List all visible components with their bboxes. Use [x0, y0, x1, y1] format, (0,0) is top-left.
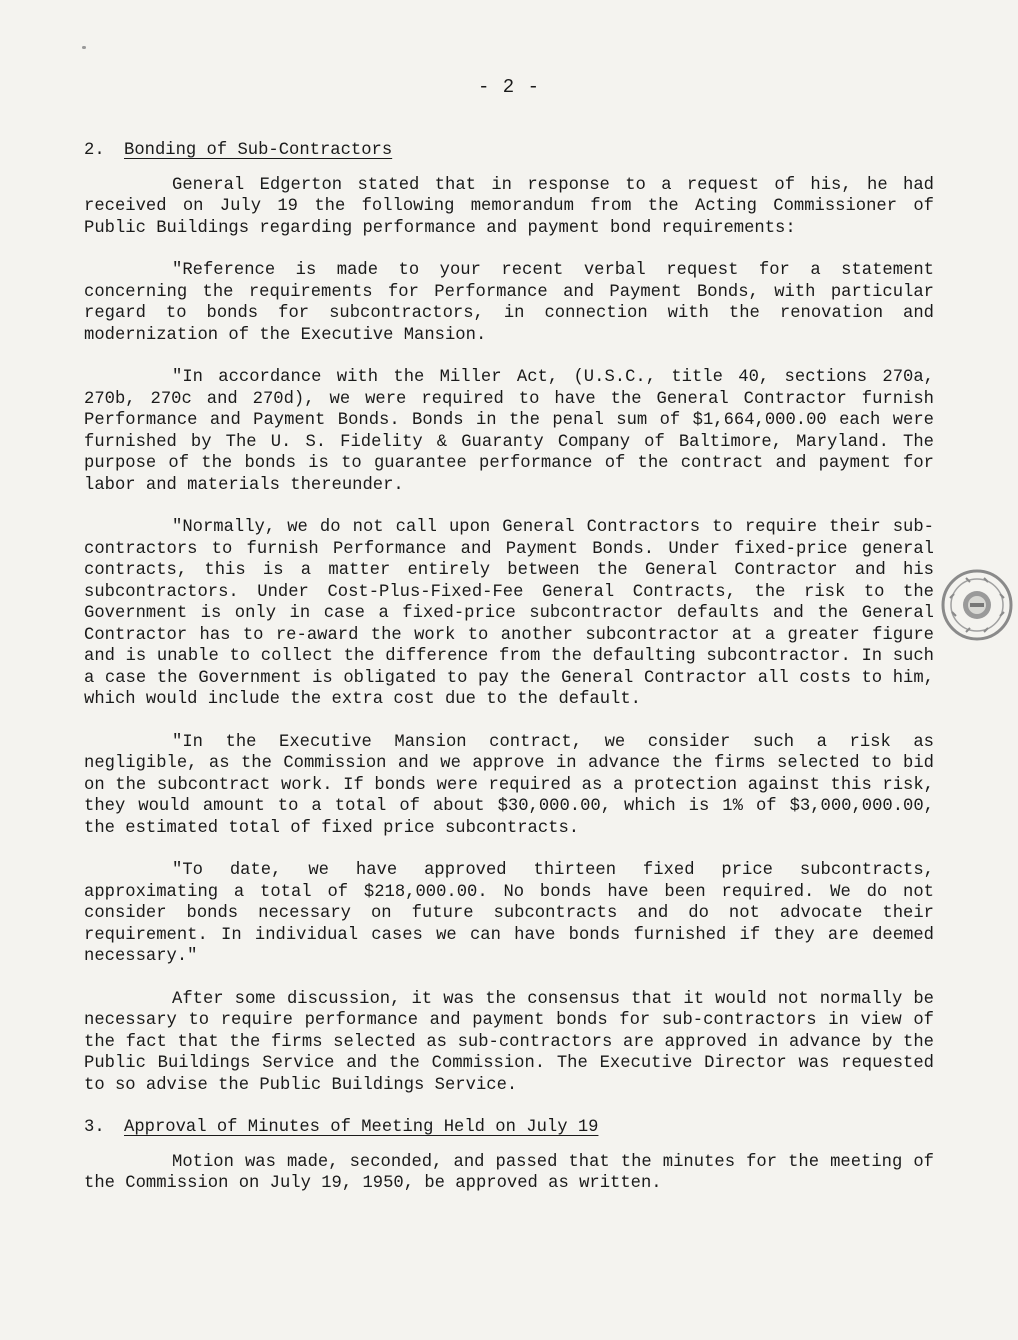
library-seal-icon — [940, 568, 1014, 642]
quoted-paragraph: "Reference is made to your recent verbal request for a statement concerning the requirements for Performance and Payment Bonds, with particular regard to bonds for subcontractors, in connection with the renovation and modernization of the Executive Mansion. — [84, 261, 934, 345]
quoted-paragraph: "To date, we have approved thirteen fixed price subcontracts, approximating a total of $218,000.00. No bonds have been required. We do not consider bonds necessary on future subcontracts and do not advocate their requirement. In individual cases we can have bonds furnished if they are deemed necessary." — [84, 861, 934, 966]
section-title: Bonding of Sub-Contractors — [124, 141, 393, 160]
paragraph: After some discussion, it was the consensus that it would not normally be necessary to require performance and payment bonds for sub-contractors in view of the fact that the firms selected as sub-contractors are approved in advance by the Public Buildings Service and the Commission. The Executive Director was requested to so advise the Public Buildings Service. — [84, 989, 934, 1095]
speck — [82, 46, 86, 49]
section-number: 2. — [84, 141, 105, 160]
section-2-heading — [84, 140, 934, 162]
section-title: Approval of Minutes of Meeting Held on July 19 — [124, 1118, 599, 1137]
section-number: 3. — [84, 1118, 105, 1137]
paragraph: General Edgerton stated that in response to a request of his, he had received on July 19 the following memorandum from the Acting Commissioner of Public Buildings regarding performance and payment bond requirements: — [84, 175, 934, 238]
section-3-heading — [84, 1117, 934, 1139]
document-body — [84, 140, 934, 1216]
paragraph: Motion was made, seconded, and passed that the minutes for the meeting of the Commission on July 19, 1950, be approved as written. — [84, 1152, 934, 1193]
quoted-paragraph: "In accordance with the Miller Act, (U.S.C., title 40, sections 270a, 270b, 270c and 270d), we were required to have the General Contractor furnish Performance and Payment Bonds. Bonds in the penal sum of $1,664,000.00 each were furnished by The U. S. Fidelity & Guaranty Company of Baltimore, Maryland. The purpose of the bonds is to guarantee performance of the contract and payment for labor and materials thereunder. — [84, 368, 934, 495]
quoted-paragraph: "Normally, we do not call upon General Contractors to require their sub-contractors to furnish Performance and Payment Bonds. Under fixed-price general contracts, this is a matter entirely between the General Contractor and his subcontractors. Under Cost-Plus-Fixed-Fee General Contracts, the risk to the Government is only in case a fixed-price subcontractor defaults and the General Contractor has to re-award the work to another subcontractor at a greater figure and is unable to collect the difference from the defaulting subcontractor. In such a case the Government is obligated to pay the General Contractor all costs to him, which would include the extra cost due to the default. — [84, 518, 934, 709]
page-number: - 2 - — [477, 76, 540, 98]
quoted-paragraph: "In the Executive Mansion contract, we consider such a risk as negligible, as the Commission and we approve in advance the firms selected to bid on the subcontract work. If bonds were required as a protection against this risk, they would amount to a total of about $30,000.00, which is 1% of $3,000,000.00, the estimated total of fixed price subcontracts. — [84, 732, 934, 838]
